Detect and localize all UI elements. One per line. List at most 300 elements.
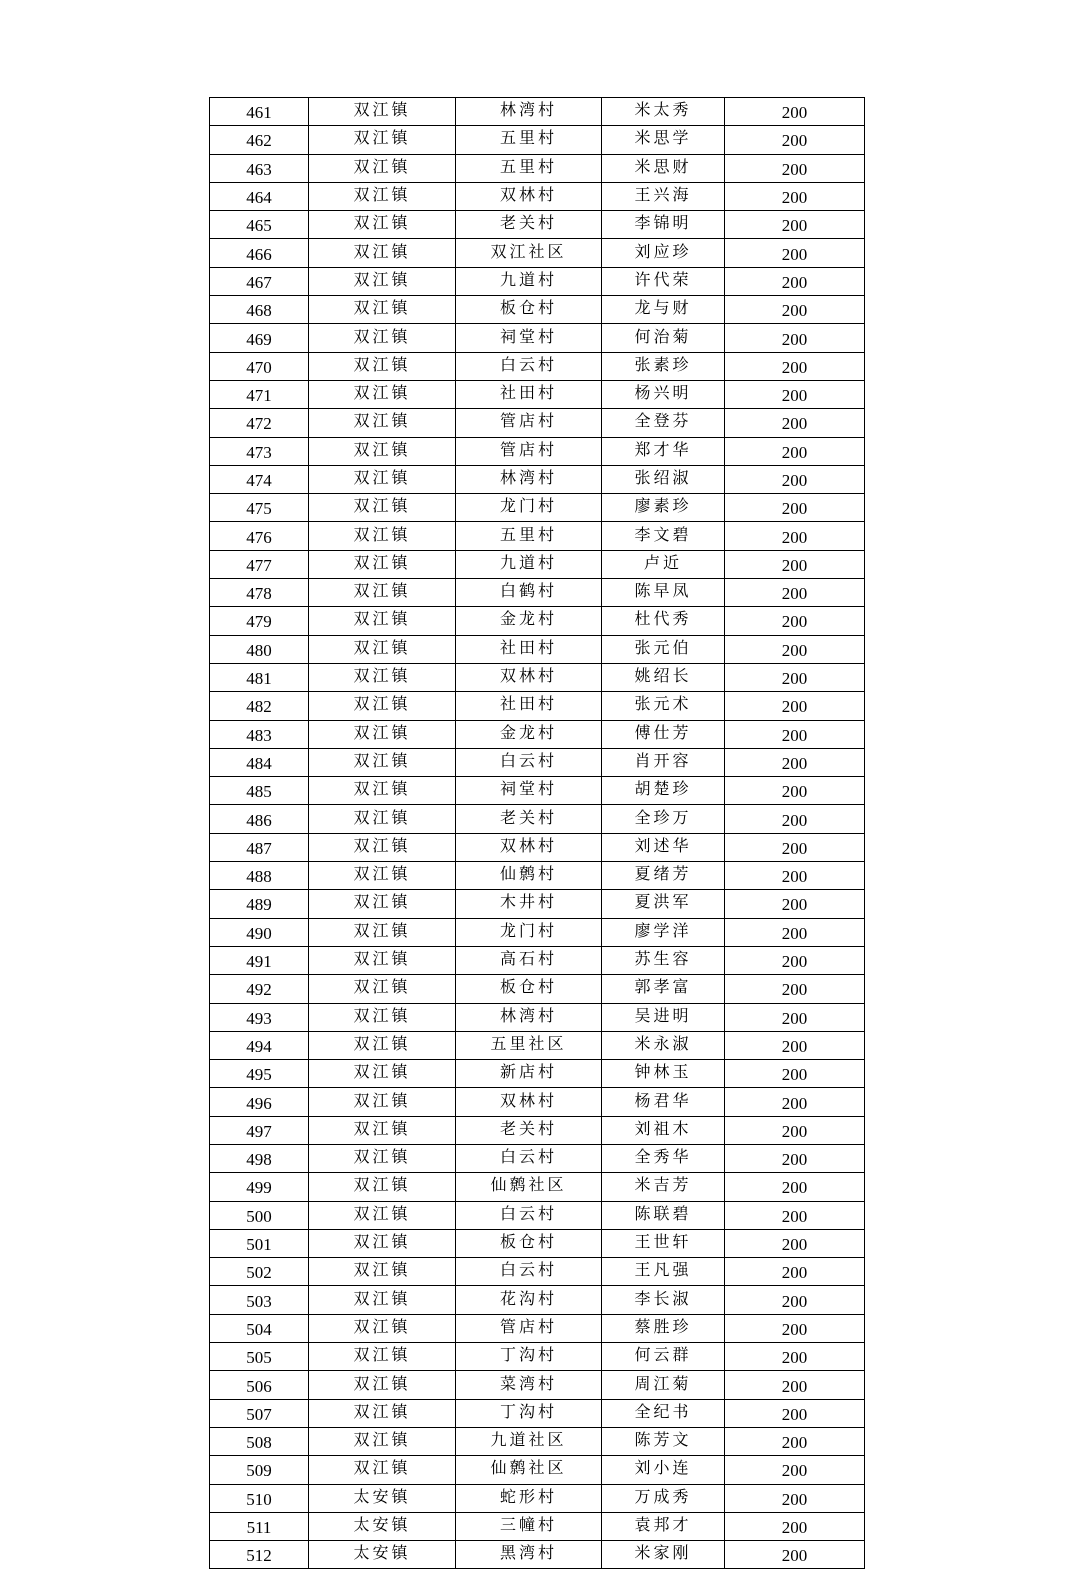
name-cell: 何治菊	[602, 324, 725, 352]
amount-cell: 200	[725, 1003, 865, 1031]
amount-cell: 200	[725, 98, 865, 126]
village-cell: 新店村	[456, 1060, 602, 1088]
amount-cell: 200	[725, 1286, 865, 1314]
amount-cell: 200	[725, 862, 865, 890]
village-cell: 白云村	[456, 748, 602, 776]
name-cell: 米思财	[602, 154, 725, 182]
town-cell: 双江镇	[309, 663, 456, 691]
name-cell: 卢近	[602, 550, 725, 578]
table-row	[210, 918, 865, 946]
amount-cell: 200	[725, 918, 865, 946]
table-row	[210, 409, 865, 437]
amount-cell: 200	[725, 663, 865, 691]
town-cell: 双江镇	[309, 805, 456, 833]
row-number-cell: 464	[210, 182, 309, 210]
village-cell: 金龙村	[456, 720, 602, 748]
table-row	[210, 1286, 865, 1314]
table-row	[210, 296, 865, 324]
table-row	[210, 465, 865, 493]
village-cell: 老关村	[456, 211, 602, 239]
name-cell: 蔡胜珍	[602, 1314, 725, 1342]
row-number-cell: 461	[210, 98, 309, 126]
name-cell: 全珍万	[602, 805, 725, 833]
row-number-cell: 509	[210, 1456, 309, 1484]
row-number-cell: 480	[210, 635, 309, 663]
name-cell: 刘小连	[602, 1456, 725, 1484]
row-number-cell: 469	[210, 324, 309, 352]
village-cell: 老关村	[456, 805, 602, 833]
village-cell: 管店村	[456, 1314, 602, 1342]
row-number-cell: 487	[210, 833, 309, 861]
name-cell: 米家刚	[602, 1541, 725, 1569]
table-row	[210, 890, 865, 918]
town-cell: 双江镇	[309, 1144, 456, 1172]
village-cell: 金龙村	[456, 607, 602, 635]
village-cell: 管店村	[456, 409, 602, 437]
table-row	[210, 748, 865, 776]
village-cell: 双林村	[456, 1088, 602, 1116]
name-cell: 廖学洋	[602, 918, 725, 946]
row-number-cell: 501	[210, 1229, 309, 1257]
name-cell: 李文碧	[602, 522, 725, 550]
town-cell: 双江镇	[309, 1371, 456, 1399]
table-row	[210, 380, 865, 408]
amount-cell: 200	[725, 1060, 865, 1088]
table-row	[210, 522, 865, 550]
name-cell: 许代荣	[602, 267, 725, 295]
table-row	[210, 607, 865, 635]
row-number-cell: 476	[210, 522, 309, 550]
row-number-cell: 493	[210, 1003, 309, 1031]
village-cell: 高石村	[456, 946, 602, 974]
town-cell: 双江镇	[309, 1229, 456, 1257]
town-cell: 太安镇	[309, 1541, 456, 1569]
town-cell: 双江镇	[309, 720, 456, 748]
table-row	[210, 1456, 865, 1484]
amount-cell: 200	[725, 635, 865, 663]
amount-cell: 200	[725, 154, 865, 182]
amount-cell: 200	[725, 1314, 865, 1342]
row-number-cell: 472	[210, 409, 309, 437]
table-body	[210, 98, 865, 1569]
town-cell: 双江镇	[309, 1314, 456, 1342]
village-cell: 龙门村	[456, 494, 602, 522]
table-row	[210, 494, 865, 522]
table-row	[210, 663, 865, 691]
table-row	[210, 267, 865, 295]
row-number-cell: 482	[210, 692, 309, 720]
town-cell: 双江镇	[309, 1286, 456, 1314]
row-number-cell: 490	[210, 918, 309, 946]
row-number-cell: 510	[210, 1484, 309, 1512]
amount-cell: 200	[725, 1343, 865, 1371]
table-row	[210, 1343, 865, 1371]
village-cell: 丁沟村	[456, 1399, 602, 1427]
town-cell: 双江镇	[309, 296, 456, 324]
name-cell: 陈联碧	[602, 1201, 725, 1229]
town-cell: 双江镇	[309, 1060, 456, 1088]
amount-cell: 200	[725, 946, 865, 974]
table-row	[210, 777, 865, 805]
amount-cell: 200	[725, 1173, 865, 1201]
village-cell: 双林村	[456, 182, 602, 210]
town-cell: 双江镇	[309, 692, 456, 720]
row-number-cell: 507	[210, 1399, 309, 1427]
village-cell: 管店村	[456, 437, 602, 465]
table-row	[210, 1088, 865, 1116]
village-cell: 白鹤村	[456, 579, 602, 607]
amount-cell: 200	[725, 692, 865, 720]
name-cell: 刘述华	[602, 833, 725, 861]
town-cell: 双江镇	[309, 1088, 456, 1116]
amount-cell: 200	[725, 975, 865, 1003]
town-cell: 双江镇	[309, 777, 456, 805]
row-number-cell: 468	[210, 296, 309, 324]
table-row	[210, 98, 865, 126]
name-cell: 周江菊	[602, 1371, 725, 1399]
name-cell: 全秀华	[602, 1144, 725, 1172]
table-row	[210, 211, 865, 239]
town-cell: 双江镇	[309, 1399, 456, 1427]
name-cell: 袁邦才	[602, 1512, 725, 1540]
row-number-cell: 499	[210, 1173, 309, 1201]
village-cell: 双林村	[456, 663, 602, 691]
table-row	[210, 635, 865, 663]
name-cell: 姚绍长	[602, 663, 725, 691]
town-cell: 双江镇	[309, 918, 456, 946]
table-row	[210, 1541, 865, 1569]
name-cell: 肖开容	[602, 748, 725, 776]
amount-cell: 200	[725, 1031, 865, 1059]
row-number-cell: 496	[210, 1088, 309, 1116]
village-cell: 黑湾村	[456, 1541, 602, 1569]
name-cell: 王世轩	[602, 1229, 725, 1257]
row-number-cell: 475	[210, 494, 309, 522]
name-cell: 万成秀	[602, 1484, 725, 1512]
village-cell: 双林村	[456, 833, 602, 861]
town-cell: 双江镇	[309, 1456, 456, 1484]
row-number-cell: 481	[210, 663, 309, 691]
table-row	[210, 692, 865, 720]
village-cell: 社田村	[456, 380, 602, 408]
amount-cell: 200	[725, 720, 865, 748]
amount-cell: 200	[725, 182, 865, 210]
row-number-cell: 473	[210, 437, 309, 465]
row-number-cell: 483	[210, 720, 309, 748]
name-cell: 全纪书	[602, 1399, 725, 1427]
row-number-cell: 494	[210, 1031, 309, 1059]
name-cell: 米太秀	[602, 98, 725, 126]
amount-cell: 200	[725, 805, 865, 833]
town-cell: 双江镇	[309, 126, 456, 154]
town-cell: 双江镇	[309, 98, 456, 126]
amount-cell: 200	[725, 1371, 865, 1399]
name-cell: 杜代秀	[602, 607, 725, 635]
table-row	[210, 1427, 865, 1455]
row-number-cell: 491	[210, 946, 309, 974]
row-number-cell: 502	[210, 1258, 309, 1286]
row-number-cell: 497	[210, 1116, 309, 1144]
town-cell: 双江镇	[309, 1201, 456, 1229]
amount-cell: 200	[725, 126, 865, 154]
row-number-cell: 479	[210, 607, 309, 635]
name-cell: 胡楚珍	[602, 777, 725, 805]
name-cell: 李长淑	[602, 1286, 725, 1314]
amount-cell: 200	[725, 1088, 865, 1116]
table-row	[210, 1399, 865, 1427]
beneficiary-table	[209, 97, 865, 1569]
table-row	[210, 154, 865, 182]
amount-cell: 200	[725, 267, 865, 295]
amount-cell: 200	[725, 579, 865, 607]
amount-cell: 200	[725, 1427, 865, 1455]
town-cell: 双江镇	[309, 1427, 456, 1455]
town-cell: 双江镇	[309, 946, 456, 974]
amount-cell: 200	[725, 1144, 865, 1172]
amount-cell: 200	[725, 324, 865, 352]
village-cell: 白云村	[456, 1258, 602, 1286]
town-cell: 太安镇	[309, 1484, 456, 1512]
table-row	[210, 1258, 865, 1286]
town-cell: 双江镇	[309, 1173, 456, 1201]
name-cell: 杨君华	[602, 1088, 725, 1116]
amount-cell: 200	[725, 437, 865, 465]
amount-cell: 200	[725, 522, 865, 550]
row-number-cell: 504	[210, 1314, 309, 1342]
table-row	[210, 579, 865, 607]
amount-cell: 200	[725, 890, 865, 918]
table-row	[210, 1144, 865, 1172]
row-number-cell: 495	[210, 1060, 309, 1088]
amount-cell: 200	[725, 409, 865, 437]
table-row	[210, 550, 865, 578]
name-cell: 何云群	[602, 1343, 725, 1371]
table-row	[210, 239, 865, 267]
row-number-cell: 492	[210, 975, 309, 1003]
name-cell: 张元伯	[602, 635, 725, 663]
amount-cell: 200	[725, 1541, 865, 1569]
name-cell: 郑才华	[602, 437, 725, 465]
town-cell: 双江镇	[309, 635, 456, 663]
town-cell: 双江镇	[309, 324, 456, 352]
row-number-cell: 505	[210, 1343, 309, 1371]
row-number-cell: 477	[210, 550, 309, 578]
row-number-cell: 465	[210, 211, 309, 239]
town-cell: 双江镇	[309, 182, 456, 210]
village-cell: 木井村	[456, 890, 602, 918]
row-number-cell: 474	[210, 465, 309, 493]
table-row	[210, 862, 865, 890]
name-cell: 刘应珍	[602, 239, 725, 267]
amount-cell: 200	[725, 550, 865, 578]
table-row	[210, 324, 865, 352]
village-cell: 板仓村	[456, 1229, 602, 1257]
name-cell: 郭孝富	[602, 975, 725, 1003]
name-cell: 米永淑	[602, 1031, 725, 1059]
row-number-cell: 488	[210, 862, 309, 890]
town-cell: 双江镇	[309, 890, 456, 918]
town-cell: 双江镇	[309, 1003, 456, 1031]
town-cell: 双江镇	[309, 267, 456, 295]
amount-cell: 200	[725, 833, 865, 861]
row-number-cell: 466	[210, 239, 309, 267]
table-row	[210, 720, 865, 748]
row-number-cell: 489	[210, 890, 309, 918]
town-cell: 双江镇	[309, 607, 456, 635]
table-row	[210, 1371, 865, 1399]
village-cell: 板仓村	[456, 975, 602, 1003]
table-row	[210, 437, 865, 465]
table-row	[210, 1116, 865, 1144]
name-cell: 苏生容	[602, 946, 725, 974]
name-cell: 王兴海	[602, 182, 725, 210]
town-cell: 双江镇	[309, 522, 456, 550]
name-cell: 龙与财	[602, 296, 725, 324]
village-cell: 龙门村	[456, 918, 602, 946]
name-cell: 米吉芳	[602, 1173, 725, 1201]
name-cell: 张素珍	[602, 352, 725, 380]
name-cell: 陈早凤	[602, 579, 725, 607]
table-row	[210, 1229, 865, 1257]
village-cell: 三幢村	[456, 1512, 602, 1540]
village-cell: 社田村	[456, 635, 602, 663]
town-cell: 双江镇	[309, 1343, 456, 1371]
amount-cell: 200	[725, 1484, 865, 1512]
town-cell: 太安镇	[309, 1512, 456, 1540]
name-cell: 刘祖木	[602, 1116, 725, 1144]
village-cell: 五里村	[456, 126, 602, 154]
town-cell: 双江镇	[309, 380, 456, 408]
row-number-cell: 485	[210, 777, 309, 805]
village-cell: 丁沟村	[456, 1343, 602, 1371]
village-cell: 花沟村	[456, 1286, 602, 1314]
village-cell: 五里村	[456, 154, 602, 182]
amount-cell: 200	[725, 296, 865, 324]
row-number-cell: 462	[210, 126, 309, 154]
row-number-cell: 512	[210, 1541, 309, 1569]
village-cell: 双江社区	[456, 239, 602, 267]
amount-cell: 200	[725, 748, 865, 776]
village-cell: 九道村	[456, 267, 602, 295]
row-number-cell: 463	[210, 154, 309, 182]
row-number-cell: 498	[210, 1144, 309, 1172]
name-cell: 王凡强	[602, 1258, 725, 1286]
amount-cell: 200	[725, 1116, 865, 1144]
name-cell: 李锦明	[602, 211, 725, 239]
amount-cell: 200	[725, 380, 865, 408]
name-cell: 陈芳文	[602, 1427, 725, 1455]
row-number-cell: 508	[210, 1427, 309, 1455]
amount-cell: 200	[725, 239, 865, 267]
name-cell: 张元术	[602, 692, 725, 720]
town-cell: 双江镇	[309, 975, 456, 1003]
name-cell: 傅仕芳	[602, 720, 725, 748]
table-row	[210, 1003, 865, 1031]
town-cell: 双江镇	[309, 1258, 456, 1286]
table-row	[210, 182, 865, 210]
row-number-cell: 506	[210, 1371, 309, 1399]
village-cell: 祠堂村	[456, 777, 602, 805]
table-row	[210, 1484, 865, 1512]
name-cell: 杨兴明	[602, 380, 725, 408]
village-cell: 仙鹩社区	[456, 1456, 602, 1484]
name-cell: 张绍淑	[602, 465, 725, 493]
row-number-cell: 467	[210, 267, 309, 295]
name-cell: 夏绪芳	[602, 862, 725, 890]
town-cell: 双江镇	[309, 352, 456, 380]
table-row	[210, 975, 865, 1003]
town-cell: 双江镇	[309, 1116, 456, 1144]
amount-cell: 200	[725, 1229, 865, 1257]
village-cell: 社田村	[456, 692, 602, 720]
table-row	[210, 1512, 865, 1540]
amount-cell: 200	[725, 494, 865, 522]
village-cell: 林湾村	[456, 465, 602, 493]
row-number-cell: 500	[210, 1201, 309, 1229]
amount-cell: 200	[725, 211, 865, 239]
village-cell: 仙鹩社区	[456, 1173, 602, 1201]
town-cell: 双江镇	[309, 437, 456, 465]
table-row	[210, 352, 865, 380]
village-cell: 九道村	[456, 550, 602, 578]
village-cell: 林湾村	[456, 98, 602, 126]
amount-cell: 200	[725, 1456, 865, 1484]
village-cell: 蛇形村	[456, 1484, 602, 1512]
table-row	[210, 1031, 865, 1059]
town-cell: 双江镇	[309, 1031, 456, 1059]
row-number-cell: 471	[210, 380, 309, 408]
village-cell: 白云村	[456, 1201, 602, 1229]
amount-cell: 200	[725, 465, 865, 493]
table-row	[210, 946, 865, 974]
town-cell: 双江镇	[309, 154, 456, 182]
town-cell: 双江镇	[309, 550, 456, 578]
village-cell: 仙鹩村	[456, 862, 602, 890]
town-cell: 双江镇	[309, 239, 456, 267]
row-number-cell: 486	[210, 805, 309, 833]
row-number-cell: 503	[210, 1286, 309, 1314]
table-row	[210, 126, 865, 154]
village-cell: 老关村	[456, 1116, 602, 1144]
row-number-cell: 484	[210, 748, 309, 776]
amount-cell: 200	[725, 607, 865, 635]
name-cell: 廖素珍	[602, 494, 725, 522]
name-cell: 全登芬	[602, 409, 725, 437]
village-cell: 九道社区	[456, 1427, 602, 1455]
town-cell: 双江镇	[309, 494, 456, 522]
amount-cell: 200	[725, 1201, 865, 1229]
row-number-cell: 478	[210, 579, 309, 607]
name-cell: 米思学	[602, 126, 725, 154]
name-cell: 钟林玉	[602, 1060, 725, 1088]
row-number-cell: 511	[210, 1512, 309, 1540]
amount-cell: 200	[725, 777, 865, 805]
amount-cell: 200	[725, 1399, 865, 1427]
town-cell: 双江镇	[309, 748, 456, 776]
amount-cell: 200	[725, 1512, 865, 1540]
village-cell: 板仓村	[456, 296, 602, 324]
amount-cell: 200	[725, 1258, 865, 1286]
table-row	[210, 833, 865, 861]
town-cell: 双江镇	[309, 409, 456, 437]
town-cell: 双江镇	[309, 211, 456, 239]
village-cell: 祠堂村	[456, 324, 602, 352]
amount-cell: 200	[725, 352, 865, 380]
village-cell: 林湾村	[456, 1003, 602, 1031]
table-row	[210, 1201, 865, 1229]
town-cell: 双江镇	[309, 465, 456, 493]
town-cell: 双江镇	[309, 862, 456, 890]
